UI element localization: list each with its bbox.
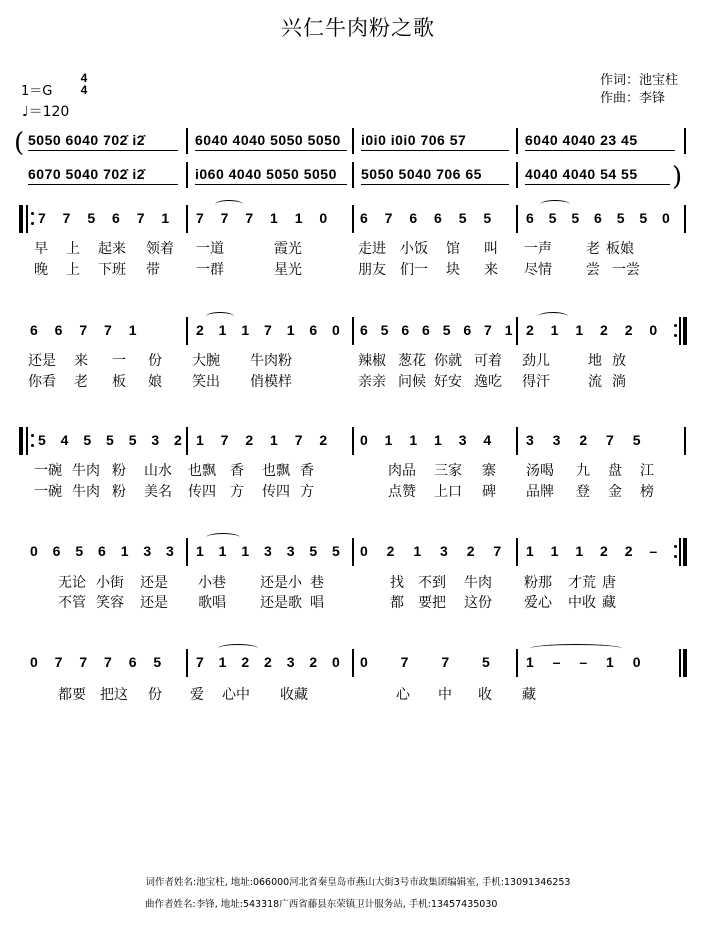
repeat-end-thin bbox=[679, 317, 681, 345]
intro-r1-m1: 5050 6040 702̇ i2̇ bbox=[28, 132, 145, 148]
lyric-syllable: 牛肉 bbox=[464, 575, 492, 591]
lyric-syllable: 唱 bbox=[310, 595, 324, 611]
intro-r2-underline bbox=[195, 184, 347, 185]
lyric-syllable: 葱花 bbox=[398, 353, 426, 369]
lyric-syllable: 粉 bbox=[112, 463, 126, 479]
repeat-start-thick bbox=[19, 205, 23, 233]
barline bbox=[352, 538, 354, 566]
lyric-syllable: 传四 bbox=[262, 484, 290, 500]
s3-m4: 3 3 2 7 5 bbox=[526, 432, 641, 448]
lyric-syllable: 粉那 bbox=[524, 575, 552, 591]
lyric-syllable: 才荒 bbox=[568, 575, 596, 591]
s1-m3: 6 7 6 6 5 5 bbox=[360, 210, 492, 226]
lyric-syllable: 辣椒 bbox=[358, 353, 386, 369]
s3-m1: 5 4 5 5 5 3 2 bbox=[38, 432, 183, 448]
lyric-syllable: 藏 bbox=[522, 687, 536, 703]
s2-m2: 2 1 1 7 1 6 0 bbox=[196, 322, 341, 338]
lyric-syllable: 不管 bbox=[58, 595, 86, 611]
intro-r2-underline bbox=[28, 184, 178, 185]
barline bbox=[186, 128, 188, 154]
footer-composer-info: 曲作者姓名:李锋, 地址:543318广西省藤县东荣镇卫计服务站, 手机:13457435030 bbox=[145, 899, 498, 908]
lyric-syllable: 要把 bbox=[418, 595, 446, 611]
slur bbox=[206, 533, 240, 542]
lyric-syllable: 板 bbox=[112, 374, 126, 390]
composer-credit: 作曲：李锋 bbox=[600, 91, 666, 106]
lyric-syllable: 还是 bbox=[140, 595, 168, 611]
lyric-syllable: 三家 bbox=[434, 463, 462, 479]
lyric-syllable: 爱心 bbox=[524, 595, 552, 611]
lyric-syllable: 馆 bbox=[446, 241, 460, 257]
intro-r1-underline bbox=[361, 150, 509, 151]
barline bbox=[186, 649, 188, 677]
tempo-marking: ♩＝120 bbox=[22, 104, 70, 120]
lyric-syllable: 俏模样 bbox=[250, 374, 292, 390]
repeat-end-thick bbox=[683, 538, 687, 566]
time-top: 4 bbox=[80, 71, 88, 85]
barline bbox=[186, 162, 188, 188]
slur bbox=[538, 312, 568, 321]
lyric-syllable: 霞光 bbox=[274, 241, 302, 257]
lyric-syllable: 唐 bbox=[602, 575, 616, 591]
slur bbox=[218, 644, 258, 653]
lyric-syllable: 亲亲 bbox=[358, 374, 386, 390]
repeat-dot bbox=[674, 334, 677, 337]
lyric-syllable: 尽情 bbox=[524, 262, 552, 278]
lyric-syllable: 巷 bbox=[310, 575, 324, 591]
lyric-syllable: 一尝 bbox=[612, 262, 640, 278]
lyric-syllable: 小饭 bbox=[400, 241, 428, 257]
lyric-syllable: 歌唱 bbox=[198, 595, 226, 611]
lyric-syllable: 还是 bbox=[140, 575, 168, 591]
lyric-syllable: 都要 bbox=[58, 687, 86, 703]
lyric-syllable: 还是 bbox=[28, 353, 56, 369]
repeat-start-thick bbox=[19, 427, 23, 455]
lyric-syllable: 下班 bbox=[98, 262, 126, 278]
lyric-syllable: 牛肉 bbox=[72, 463, 100, 479]
slur bbox=[530, 644, 622, 653]
lyric-syllable: 小街 bbox=[96, 575, 124, 591]
lyric-syllable: 星光 bbox=[274, 262, 302, 278]
lyric-syllable: 这份 bbox=[464, 595, 492, 611]
lyric-syllable: 方 bbox=[230, 484, 244, 500]
s3-m2: 1 7 2 1 7 2 bbox=[196, 432, 328, 448]
lyric-syllable: 早 bbox=[34, 241, 48, 257]
lyric-syllable: 块 bbox=[446, 262, 460, 278]
lyric-syllable: 一声 bbox=[524, 241, 552, 257]
s5-m1: 0 7 7 7 6 5 bbox=[30, 654, 162, 670]
intro-r1-m4: 6040 4040 23 45 bbox=[525, 132, 638, 148]
s4-m4: 1 1 1 2 2 – bbox=[526, 543, 658, 559]
lyric-syllable: 笑容 bbox=[96, 595, 124, 611]
lyric-syllable: 地放 bbox=[588, 353, 636, 369]
barline bbox=[352, 649, 354, 677]
intro-r2-underline bbox=[525, 184, 670, 185]
key-signature: 1＝G bbox=[21, 84, 53, 99]
lyric-syllable: 份 bbox=[148, 353, 162, 369]
lyric-syllable: 领着 bbox=[146, 241, 174, 257]
time-bottom: 4 bbox=[80, 83, 88, 97]
intro-r1-m3: i0i0 i0i0 706 57 bbox=[361, 132, 467, 148]
barline bbox=[516, 317, 518, 345]
barline bbox=[352, 128, 354, 154]
lyric-syllable: 不到 bbox=[418, 575, 446, 591]
lyric-syllable: 上 bbox=[66, 262, 80, 278]
s5-m2: 7 1 2 2 3 2 0 bbox=[196, 654, 341, 670]
intro-r1-underline bbox=[28, 150, 178, 151]
lyric-syllable: 娘 bbox=[148, 374, 162, 390]
repeat-dot bbox=[31, 222, 34, 225]
lyric-syllable: 尝 bbox=[586, 262, 600, 278]
lyric-syllable: 老 bbox=[74, 374, 88, 390]
intro-r1-underline bbox=[195, 150, 347, 151]
s5-m3: 0 7 7 5 bbox=[360, 654, 491, 670]
s2-m3: 6 5 6 6 5 6 7 1 bbox=[360, 322, 514, 338]
s3-m3: 0 1 1 1 3 4 bbox=[360, 432, 492, 448]
lyric-syllable: 叫 bbox=[484, 241, 498, 257]
barline bbox=[516, 538, 518, 566]
intro-r2-m4: 4040 4040 54 55 bbox=[525, 166, 638, 182]
barline bbox=[352, 427, 354, 455]
repeat-dot bbox=[674, 324, 677, 327]
lyric-syllable: 上 bbox=[66, 241, 80, 257]
barline bbox=[352, 162, 354, 188]
repeat-start-thin bbox=[26, 427, 28, 455]
barline bbox=[516, 205, 518, 233]
intro-r2-underline bbox=[361, 184, 509, 185]
lyric-syllable: 走进 bbox=[358, 241, 386, 257]
intro-r2-m2: i060 4040 5050 5050 bbox=[195, 166, 337, 182]
lyric-syllable: 也飘 bbox=[188, 463, 216, 479]
lyric-syllable: 晚 bbox=[34, 262, 48, 278]
lyric-syllable: 可着 bbox=[474, 353, 502, 369]
lyric-syllable: 中收 bbox=[568, 595, 596, 611]
lyric-syllable: 登 bbox=[576, 484, 590, 500]
lyric-syllable: 江 bbox=[640, 463, 654, 479]
lyric-syllable: 一群 bbox=[196, 262, 224, 278]
intro-r1-m2: 6040 4040 5050 5050 bbox=[195, 132, 341, 148]
lyric-syllable: 问候 bbox=[398, 374, 426, 390]
lyric-syllable: 心中 bbox=[222, 687, 250, 703]
lyric-syllable: 都 bbox=[390, 595, 404, 611]
lyric-syllable: 还是歌 bbox=[260, 595, 302, 611]
lyric-syllable: 流淌 bbox=[588, 374, 636, 390]
lyric-syllable: 还是小 bbox=[260, 575, 302, 591]
repeat-start-thin bbox=[26, 205, 28, 233]
s2-m4: 2 1 1 2 2 0 bbox=[526, 322, 658, 338]
lyric-syllable: 藏 bbox=[602, 595, 616, 611]
intro-r2-m3: 5050 5040 706 65 bbox=[361, 166, 482, 182]
barline bbox=[684, 128, 686, 154]
slur bbox=[540, 200, 570, 209]
lyric-syllable: 爱 bbox=[190, 687, 204, 703]
lyric-syllable: 你看 bbox=[28, 374, 56, 390]
s4-m2: 1 1 1 3 3 5 5 bbox=[196, 543, 341, 559]
s5-m4: 1 – – 1 0 bbox=[526, 654, 641, 670]
lyric-syllable: 金 bbox=[608, 484, 622, 500]
slur bbox=[206, 312, 234, 321]
final-bar-thin bbox=[679, 649, 681, 677]
lyric-syllable: 一碗 bbox=[34, 463, 62, 479]
intro-r2-m1: 6070 5040 702̇ i2̇ bbox=[28, 166, 145, 182]
barline bbox=[352, 317, 354, 345]
lyric-syllable: 好安 bbox=[434, 374, 462, 390]
lyric-syllable: 劲儿 bbox=[522, 353, 550, 369]
lyric-syllable: 老 bbox=[586, 241, 600, 257]
lyric-syllable: 九 bbox=[576, 463, 590, 479]
barline bbox=[186, 205, 188, 233]
lyric-syllable: 山水 bbox=[144, 463, 172, 479]
lyric-syllable: 收 bbox=[478, 687, 492, 703]
barline bbox=[186, 538, 188, 566]
lyric-syllable: 上口 bbox=[434, 484, 462, 500]
repeat-dot bbox=[31, 444, 34, 447]
lyric-syllable: 找 bbox=[390, 575, 404, 591]
lyric-syllable: 牛肉 bbox=[72, 484, 100, 500]
lyric-syllable: 份 bbox=[148, 687, 162, 703]
final-bar-thick bbox=[683, 649, 687, 677]
lyric-syllable: 也飘 bbox=[262, 463, 290, 479]
intro-bracket-right: ) bbox=[672, 162, 683, 192]
barline bbox=[352, 205, 354, 233]
lyric-syllable: 板娘 bbox=[606, 241, 634, 257]
lyric-syllable: 大腕 bbox=[192, 353, 220, 369]
lyric-syllable: 香 bbox=[230, 463, 244, 479]
lyric-syllable: 无论 bbox=[58, 575, 86, 591]
lyric-syllable: 来 bbox=[74, 353, 88, 369]
lyric-syllable: 盘 bbox=[608, 463, 622, 479]
lyric-syllable: 笑出 bbox=[192, 374, 220, 390]
lyric-syllable: 你就 bbox=[434, 353, 462, 369]
barline bbox=[684, 205, 686, 233]
barline bbox=[516, 649, 518, 677]
s1-m4: 6 5 5 6 5 5 0 bbox=[526, 210, 671, 226]
s4-m3: 0 2 1 3 2 7 bbox=[360, 543, 502, 559]
s1-m2: 7 7 7 1 1 0 bbox=[196, 210, 328, 226]
slur bbox=[215, 200, 243, 209]
barline bbox=[186, 427, 188, 455]
s4-m1: 0 6 5 6 1 3 3 bbox=[30, 543, 175, 559]
lyric-syllable: 粉 bbox=[112, 484, 126, 500]
lyric-syllable: 起来 bbox=[98, 241, 126, 257]
lyric-syllable: 肉品 bbox=[388, 463, 416, 479]
lyric-syllable: 收藏 bbox=[280, 687, 308, 703]
lyric-syllable: 得汗 bbox=[522, 374, 550, 390]
repeat-dot bbox=[31, 212, 34, 215]
lyric-syllable: 朋友 bbox=[358, 262, 386, 278]
lyric-syllable: 牛肉粉 bbox=[250, 353, 292, 369]
repeat-end-thick bbox=[683, 317, 687, 345]
barline bbox=[516, 162, 518, 188]
repeat-end-thin bbox=[679, 538, 681, 566]
s1-m1: 7 7 5 6 7 1 bbox=[38, 210, 170, 226]
barline bbox=[516, 128, 518, 154]
lyric-syllable: 榜 bbox=[640, 484, 654, 500]
lyric-syllable: 一 bbox=[112, 353, 126, 369]
lyric-syllable: 方 bbox=[300, 484, 314, 500]
lyric-syllable: 美名 bbox=[144, 484, 172, 500]
lyric-syllable: 逸吃 bbox=[474, 374, 502, 390]
time-signature bbox=[78, 72, 90, 96]
lyric-syllable: 中 bbox=[438, 687, 452, 703]
lyric-syllable: 一碗 bbox=[34, 484, 62, 500]
lyric-syllable: 传四 bbox=[188, 484, 216, 500]
intro-bracket-left: ( bbox=[14, 128, 25, 158]
repeat-dot bbox=[31, 434, 34, 437]
lyric-syllable: 碑 bbox=[482, 484, 496, 500]
lyric-syllable: 点赞 bbox=[388, 484, 416, 500]
lyric-syllable: 心 bbox=[396, 687, 410, 703]
repeat-dot bbox=[674, 545, 677, 548]
lyric-syllable: 把这 bbox=[100, 687, 128, 703]
lyric-syllable: 小巷 bbox=[198, 575, 226, 591]
lyric-syllable: 们一 bbox=[400, 262, 428, 278]
lyric-syllable: 寨 bbox=[482, 463, 496, 479]
song-title: 兴仁牛肉粉之歌 bbox=[281, 16, 435, 40]
lyric-syllable: 一道 bbox=[196, 241, 224, 257]
lyricist-credit: 作词：池宝柱 bbox=[600, 73, 679, 88]
lyric-syllable: 品牌 bbox=[526, 484, 554, 500]
lyric-syllable: 香 bbox=[300, 463, 314, 479]
intro-r1-underline bbox=[525, 150, 675, 151]
lyric-syllable: 汤喝 bbox=[526, 463, 554, 479]
lyric-syllable: 来 bbox=[484, 262, 498, 278]
barline bbox=[186, 317, 188, 345]
footer-lyricist-info: 词作者姓名:池宝柱, 地址:066000河北省秦皇岛市燕山大街3号市政集团编辑室, 手机:13091346253 bbox=[145, 877, 571, 888]
lyric-syllable: 带 bbox=[146, 262, 160, 278]
barline bbox=[516, 427, 518, 455]
s2-m1: 6 6 7 7 1 bbox=[30, 322, 137, 338]
repeat-dot bbox=[674, 555, 677, 558]
barline bbox=[684, 427, 686, 455]
